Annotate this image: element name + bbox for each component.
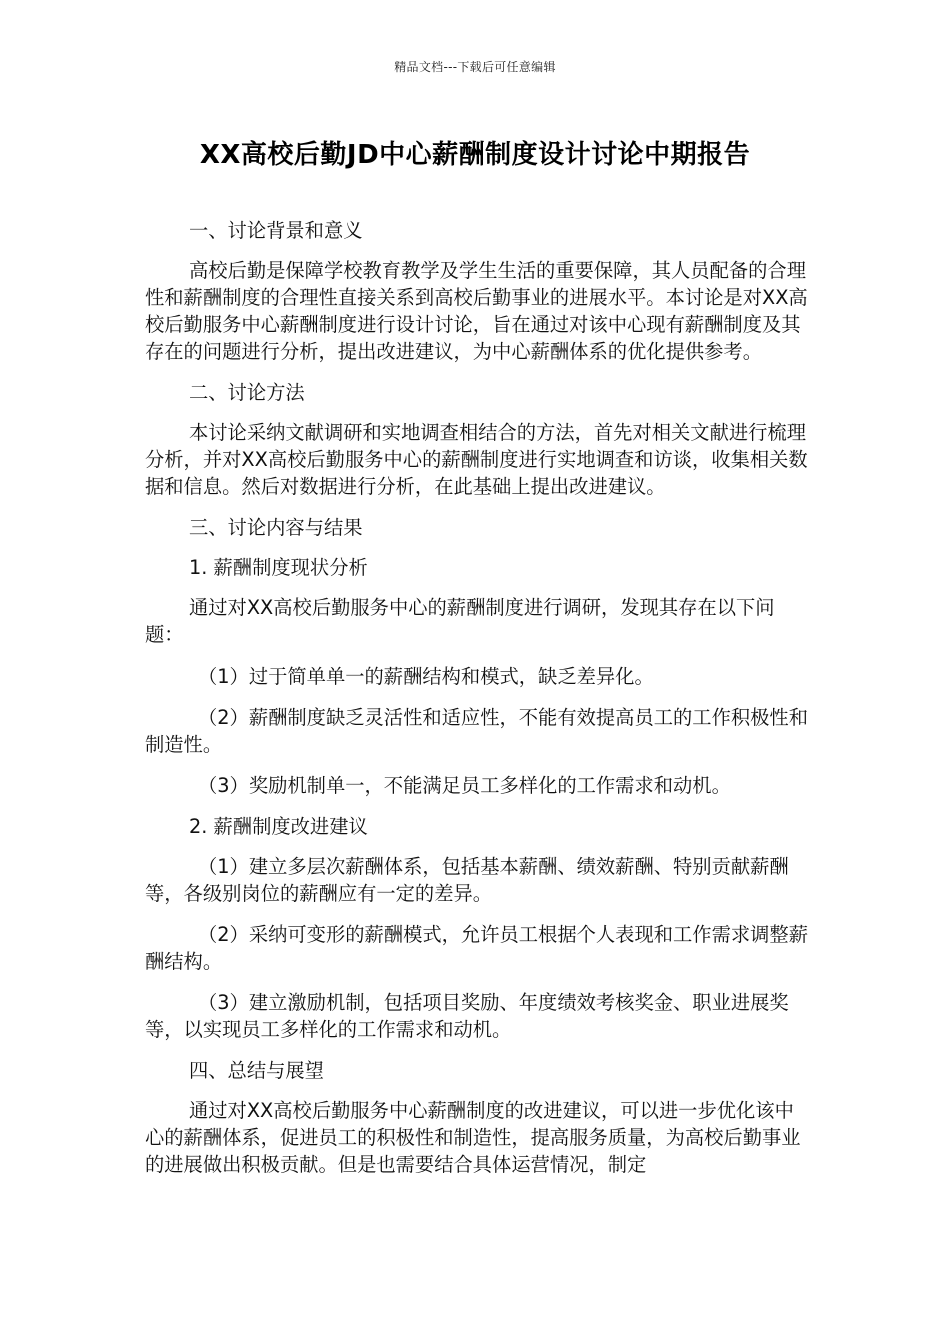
document-body [145,217,810,1192]
paragraph-summary: 通过对XX高校后勤服务中心薪酬制度的改进建议，可以进一步优化该中心的薪酬体系，促进员工的积极性和制造性，提高服务质量，为高校后勤事业的进展做出积极贡献。但是也需要结合具体运营情况，制定 [145,1099,801,1176]
section-heading-method: 二、讨论方法 [189,381,305,404]
header-note: 精品文档---下载后可任意编辑 [394,60,556,74]
paragraph-background: 高校后勤是保障学校教育教学及学生生活的重要保障，其人员配备的合理性和薪酬制度的合理性直接关系到高校后勤事业的进展水平。本讨论是对XX高校后勤服务中心薪酬制度进行设计讨论，旨在通过对该中心现有薪酬制度及其存在的问题进行分析，提出改进建议，为中心薪酬体系的优化提供参考。 [145,259,808,363]
paragraph-method: 本讨论采纳文献调研和实地调查相结合的方法，首先对相关文献进行梳理分析，并对XX高校后勤服务中心的薪酬制度进行实地调查和访谈，收集相关数据和信息。然后对数据进行分析，在此基础上提出改进建议。 [145,421,808,498]
paragraph-status-analysis: 通过对XX高校后勤服务中心的薪酬制度进行调研，发现其存在以下问题： [145,596,775,646]
list-item-problem-1: （1）过于简单单一的薪酬结构和模式，缺乏差异化。 [198,665,654,688]
list-item-suggestion-2: （2）采纳可变形的薪酬模式，允许员工根据个人表现和工作需求调整薪酬结构。 [145,923,808,973]
list-item-suggestion-1: （1）建立多层次薪酬体系，包括基本薪酬、绩效薪酬、特别贡献薪酬等，各级别岗位的薪酬应有一定的差异。 [145,855,789,905]
document-title: XX高校后勤JD中心薪酬制度设计讨论中期报告 [199,140,751,170]
section-heading-summary: 四、总结与展望 [189,1059,324,1082]
list-item-problem-2: （2）薪酬制度缺乏灵活性和适应性，不能有效提高员工的工作积极性和制造性。 [145,706,808,756]
list-item-problem-3: （3）奖励机制单一，不能满足员工多样化的工作需求和动机。 [198,774,731,797]
list-item-suggestion-3: （3）建立激励机制，包括项目奖励、年度绩效考核奖金、职业进展奖等，以实现员工多样化的工作需求和动机。 [145,991,789,1041]
section-heading-background: 一、讨论背景和意义 [189,219,363,242]
section-heading-content: 三、讨论内容与结果 [189,516,363,539]
subheading-status-analysis: 1. 薪酬制度现状分析 [189,556,368,579]
subheading-improvement: 2. 薪酬制度改进建议 [189,815,368,838]
